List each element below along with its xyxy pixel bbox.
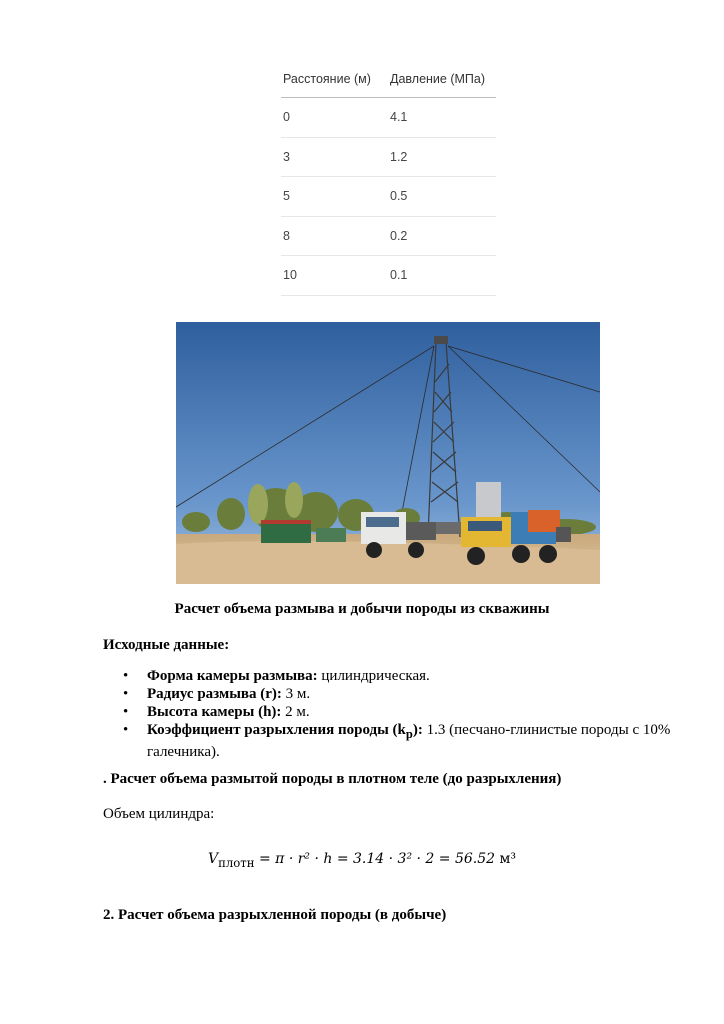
column-header-distance: Расстояние (м) [281,61,388,98]
param-value: 3 м. [281,686,311,702]
list-item [103,721,673,761]
bullet-icon: • [123,668,129,684]
param-label-subscript: р [405,727,413,741]
cell-pressure: 0.2 [388,216,496,256]
param-label: Форма камеры размыва: [147,668,318,684]
calculation-title: Расчет объема размыва и добычи породы из скважины [174,601,550,617]
section-1-heading: . Расчет объема размытой породы в плотном теле (до разрыхления) [103,771,562,787]
table-row [281,98,496,138]
source-data-heading: Исходные данные: [103,637,230,653]
formula-unit: м³ [499,851,516,867]
drilling-rig-illustration [176,322,600,584]
drilling-rig-photo [176,322,600,584]
bullet-icon: • [123,704,129,720]
cell-distance: 0 [281,98,388,138]
table-row [281,216,496,256]
param-value: 1.3 (песчано-глинистые породы с 10% галечника). [147,722,671,760]
formula-lhs-subscript: плотн [218,855,255,870]
table-row [281,256,496,296]
param-value: 2 м. [281,704,310,720]
column-header-pressure: Давление (МПа) [388,61,496,98]
cell-pressure: 4.1 [388,98,496,138]
param-label: Радиус размыва (r): [147,686,282,702]
bullet-icon: • [123,686,129,702]
table-row [281,137,496,177]
table-row [281,177,496,217]
volume-formula [0,851,724,870]
cylinder-volume-label: Объем цилиндра: [103,806,215,822]
distance-pressure-table [281,61,496,296]
list-item [103,703,673,721]
param-label: Высота камеры (h): [147,704,282,720]
cell-distance: 5 [281,177,388,217]
param-value: цилиндрическая. [317,668,430,684]
cell-distance: 3 [281,137,388,177]
list-item [103,667,673,685]
formula-lhs: V [207,851,219,867]
section-2-heading: 2. Расчет объема разрыхленной породы (в добыче) [103,907,447,923]
param-label-end: ): [412,722,423,738]
list-item [103,685,673,703]
parameters-list [103,667,673,761]
formula-rhs: = π · r² · h = 3.14 · 3² · 2 = 56.52 [254,851,500,867]
param-label-text: Коэффициент разрыхления породы (k [147,722,406,738]
param-label [147,722,423,741]
cell-distance: 10 [281,256,388,296]
table-header-row [281,61,496,98]
cell-distance: 8 [281,216,388,256]
cell-pressure: 1.2 [388,137,496,177]
cell-pressure: 0.5 [388,177,496,217]
cell-pressure: 0.1 [388,256,496,296]
bullet-icon: • [123,722,129,738]
